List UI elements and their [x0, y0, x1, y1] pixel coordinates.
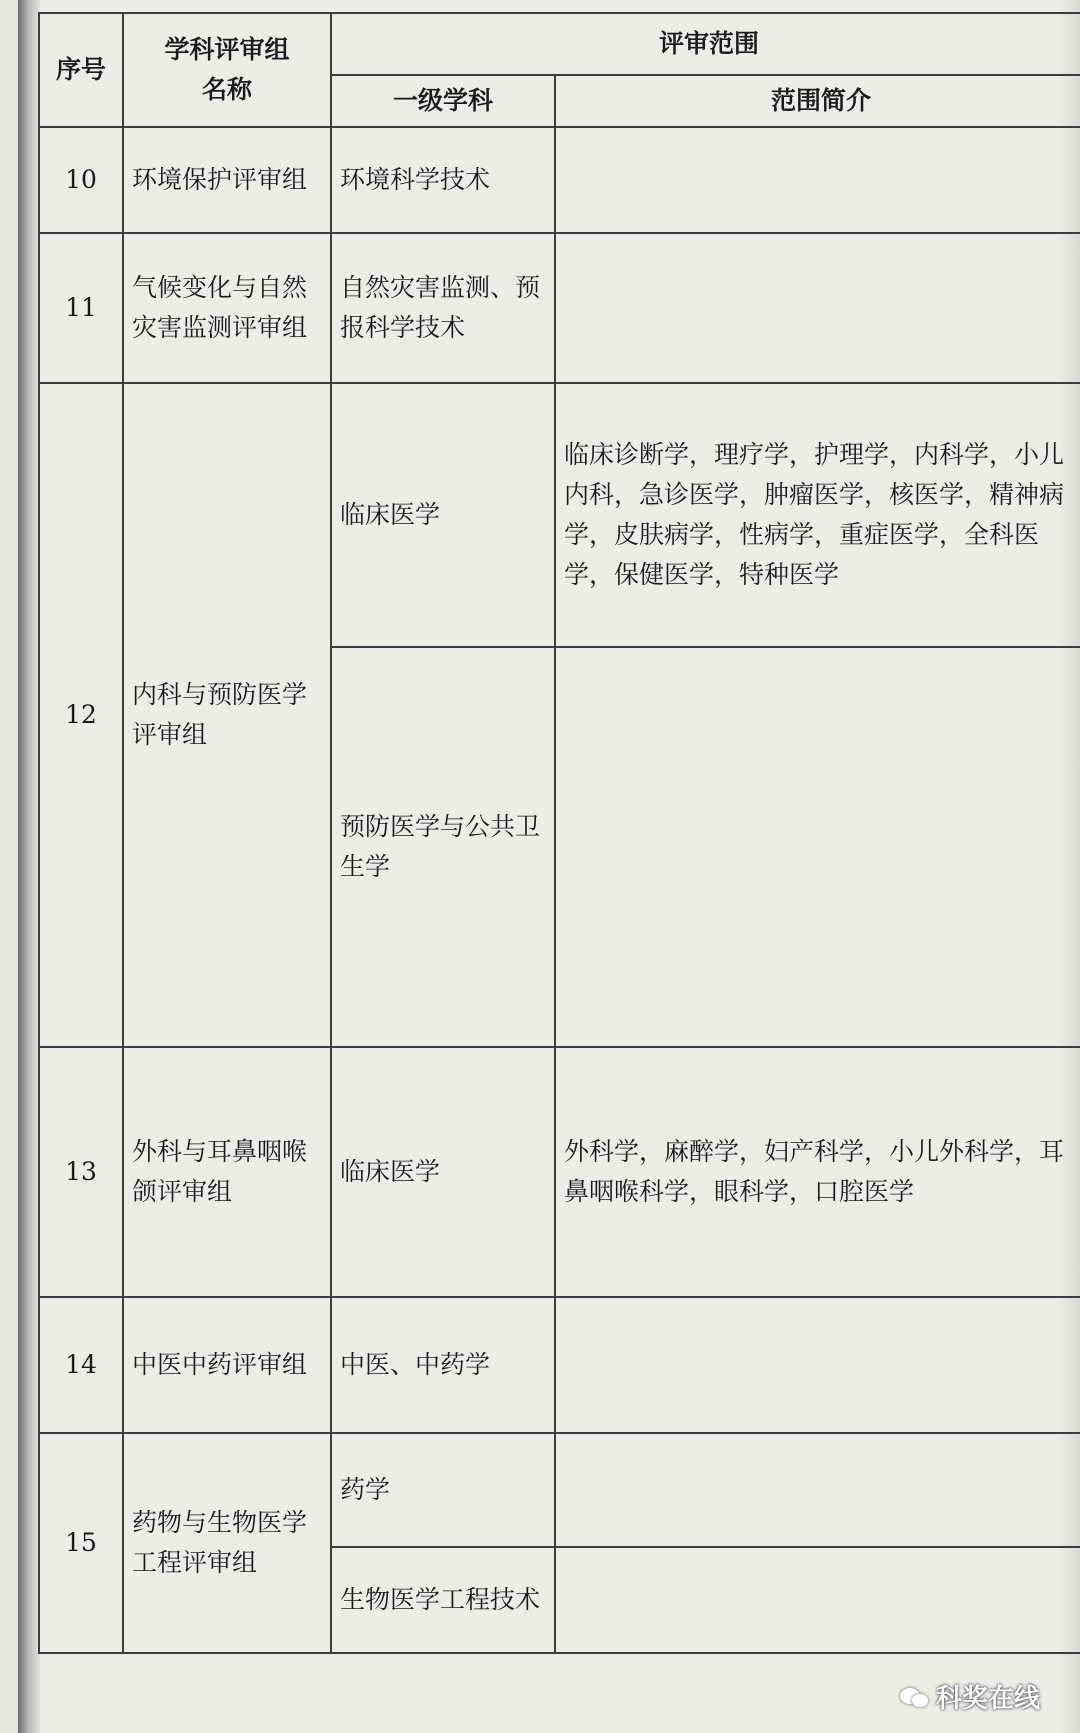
review-group-table — [38, 12, 1080, 1654]
group-name: 中医中药评审组 — [123, 1297, 331, 1433]
watermark — [900, 1678, 1040, 1715]
discipline: 预防医学与公共卫生学 — [331, 647, 555, 1047]
scope-brief: 外科学，麻醉学，妇产科学，小儿外科学，耳鼻咽喉科学，眼科学，口腔医学 — [555, 1047, 1080, 1297]
group-name: 气候变化与自然灾害监测评审组 — [123, 233, 331, 383]
header-seq: 序号 — [39, 13, 123, 127]
scope-brief — [555, 233, 1080, 383]
scope-brief — [555, 1433, 1080, 1547]
page — [18, 0, 1080, 1733]
scope-brief: 临床诊断学，理疗学，护理学，内科学，小儿内科，急诊医学，肿瘤医学，核医学，精神病学，皮肤病学，性病学，重症医学，全科医学，保健医学，特种医学 — [555, 383, 1080, 647]
table-row — [39, 127, 1080, 233]
header-brief: 范围简介 — [555, 75, 1080, 127]
watermark-text: 科奖在线 — [935, 1684, 1040, 1714]
table-row — [39, 1433, 1080, 1547]
row-number: 10 — [39, 127, 123, 233]
table-row — [39, 383, 1080, 647]
scope-brief — [555, 1547, 1080, 1653]
wechat-icon — [900, 1686, 930, 1708]
row-number: 12 — [39, 383, 123, 1047]
table-row — [39, 233, 1080, 383]
discipline: 中医、中药学 — [331, 1297, 555, 1433]
table-row — [39, 1047, 1080, 1297]
scope-brief — [555, 127, 1080, 233]
row-number: 14 — [39, 1297, 123, 1433]
group-name: 外科与耳鼻咽喉颌评审组 — [123, 1047, 331, 1297]
header-scope: 评审范围 — [331, 13, 1080, 75]
discipline: 临床医学 — [331, 1047, 555, 1297]
header-row-1 — [39, 13, 1080, 75]
discipline: 生物医学工程技术 — [331, 1547, 555, 1653]
row-number: 13 — [39, 1047, 123, 1297]
header-group-name: 学科评审组 名称 — [123, 13, 331, 127]
row-number: 15 — [39, 1433, 123, 1653]
row-number: 11 — [39, 233, 123, 383]
group-name: 药物与生物医学工程评审组 — [123, 1433, 331, 1653]
discipline: 药学 — [331, 1433, 555, 1547]
scope-brief — [555, 1297, 1080, 1433]
header-level1: 一级学科 — [331, 75, 555, 127]
discipline: 临床医学 — [331, 383, 555, 647]
binding-shadow — [18, 0, 40, 1733]
discipline: 自然灾害监测、预报科学技术 — [331, 233, 555, 383]
group-name: 环境保护评审组 — [123, 127, 331, 233]
group-name: 内科与预防医学评审组 — [123, 383, 331, 1047]
scope-brief — [555, 647, 1080, 1047]
discipline: 环境科学技术 — [331, 127, 555, 233]
table-row — [39, 1297, 1080, 1433]
